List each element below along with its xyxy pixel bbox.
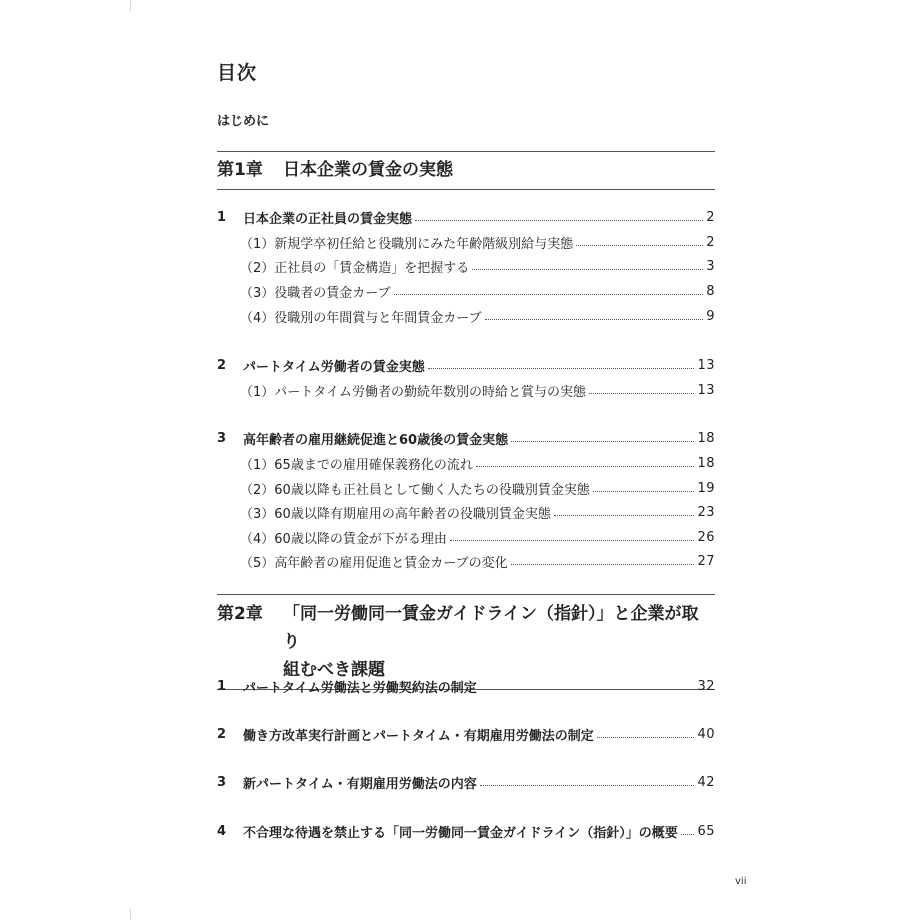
intro-entry: はじめに — [217, 114, 270, 129]
entry-label: （3）60歳以降有期雇用の高年齢者の役職別賃金実態 — [240, 506, 551, 522]
entry-label: （2）正社員の「賃金構造」を把握する — [240, 260, 470, 276]
entry-index: 2 — [217, 726, 227, 742]
entry-index: 3 — [217, 430, 227, 446]
chapter-2-title-line1: 「同一労働同一賃金ガイドライン（指針）」と企業が取り — [283, 604, 699, 652]
entry-page-number: 2 — [706, 209, 715, 225]
entry-page-number: 32 — [697, 678, 715, 694]
toc-section-entry[interactable] — [217, 355, 715, 375]
dot-leader — [554, 515, 695, 516]
entry-index: 4 — [217, 823, 227, 839]
entry-page-number: 3 — [706, 258, 715, 274]
toc-subsection-entry[interactable] — [217, 527, 715, 547]
entry-label: （3）役職者の賃金カーブ — [240, 285, 391, 301]
dot-leader — [589, 393, 694, 394]
toc-section-entry[interactable] — [217, 207, 715, 227]
toc-subsection-entry[interactable] — [217, 478, 715, 498]
entry-page-number: 65 — [697, 823, 715, 839]
toc-section-entry[interactable] — [217, 821, 715, 841]
chapter-2-title-line2: 組むべき課題 — [283, 660, 385, 680]
entry-label: 働き方改革実行計画とパートタイム・有期雇用労働法の制定 — [243, 728, 594, 744]
entry-label: 新パートタイム・有期雇用労働法の内容 — [243, 776, 477, 792]
entry-page-number: 18 — [697, 455, 715, 471]
dot-leader — [485, 319, 704, 320]
toc-subsection-entry[interactable] — [217, 281, 715, 301]
entry-label: （1）新規学卒初任給と役職別にみた年齢階級別給与実態 — [240, 236, 574, 252]
toc-section-entry[interactable] — [217, 428, 715, 448]
toc-subsection-entry[interactable] — [217, 502, 715, 522]
dot-leader — [480, 785, 695, 786]
entry-index: 2 — [217, 357, 227, 373]
entry-label: （2）60歳以降も正社員として働く人たちの役職別賃金実態 — [240, 482, 590, 498]
chapter-1-number: 第1章 — [217, 160, 263, 180]
entry-label: （1）65歳までの雇用確保義務化の流れ — [240, 457, 473, 473]
entry-label: 高年齢者の雇用継続促進と60歳後の賃金実態 — [243, 432, 509, 448]
entry-page-number: 27 — [697, 553, 715, 569]
entry-label: パートタイム労働法と労働契約法の制定 — [243, 680, 477, 696]
toc-subsection-entry[interactable] — [217, 232, 715, 252]
entry-page-number: 9 — [706, 308, 715, 324]
dot-leader — [597, 737, 695, 738]
chapter-1-title: 日本企業の賃金の実態 — [283, 160, 453, 180]
dot-leader — [593, 491, 695, 492]
entry-label: （4）役職別の年間賞与と年間賃金カーブ — [240, 310, 482, 326]
entry-index: 1 — [217, 209, 227, 225]
entry-index: 3 — [217, 774, 227, 790]
entry-label: （4）60歳以降の賃金が下がる理由 — [240, 531, 447, 547]
entry-label: パートタイム労働者の賃金実態 — [243, 359, 425, 375]
entry-label: 日本企業の正社員の賃金実態 — [243, 211, 413, 227]
crop-mark — [130, 908, 131, 920]
toc-section-entry[interactable] — [217, 676, 715, 696]
chapter-1-heading — [217, 151, 715, 190]
toc-section-entry[interactable] — [217, 724, 715, 744]
dot-leader — [511, 564, 695, 565]
entry-page-number: 42 — [697, 774, 715, 790]
crop-mark — [130, 0, 131, 12]
entry-label: （5）高年齢者の雇用促進と賃金カーブの変化 — [240, 555, 508, 571]
toc-subsection-entry[interactable] — [217, 453, 715, 473]
dot-leader — [450, 540, 695, 541]
entry-page-number: 23 — [697, 504, 715, 520]
dot-leader — [511, 441, 694, 442]
entry-page-number: 40 — [697, 726, 715, 742]
entry-page-number: 8 — [706, 283, 715, 299]
toc-subsection-entry[interactable] — [217, 380, 715, 400]
dot-leader — [480, 689, 695, 690]
dot-leader — [415, 220, 703, 221]
entry-page-number: 13 — [697, 382, 715, 398]
toc-subsection-entry[interactable] — [217, 306, 715, 326]
entry-page-number: 18 — [697, 430, 715, 446]
dot-leader — [394, 294, 704, 295]
entry-page-number: 13 — [697, 357, 715, 373]
dot-leader — [576, 245, 703, 246]
entry-label: （1）パートタイム労働者の勤続年数別の時給と賞与の実態 — [240, 384, 587, 400]
dot-leader — [476, 466, 695, 467]
toc-subsection-entry[interactable] — [217, 256, 715, 276]
entry-label: 不合理な待遇を禁止する「同一労働同一賃金ガイドライン（指針）」の概要 — [243, 825, 678, 841]
entry-page-number: 26 — [697, 529, 715, 545]
dot-leader — [472, 269, 703, 270]
entry-page-number: 2 — [706, 234, 715, 250]
entry-page-number: 19 — [697, 480, 715, 496]
page-number: vii — [735, 876, 747, 887]
dot-leader — [681, 834, 695, 835]
chapter-2-number: 第2章 — [217, 604, 263, 624]
entry-index: 1 — [217, 678, 227, 694]
dot-leader — [428, 368, 695, 369]
toc-subsection-entry[interactable] — [217, 551, 715, 571]
toc-title: 目次 — [217, 62, 258, 84]
toc-section-entry[interactable] — [217, 772, 715, 792]
